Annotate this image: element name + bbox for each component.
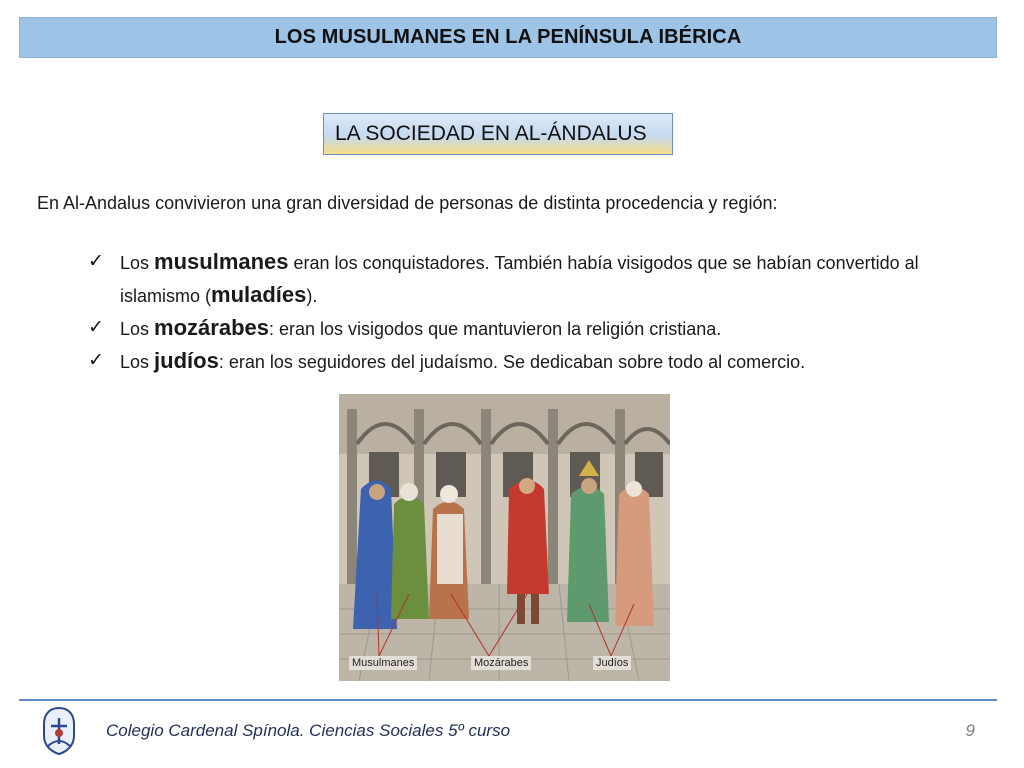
figure-label-musulmanes: Musulmanes [349,656,417,670]
footer-divider [19,699,997,701]
bullet-keyword: mozárabes [154,315,269,340]
bullet-text: : eran los seguidores del judaísmo. Se dedicaban sobre todo al comercio. [218,352,806,372]
bullet-keyword: musulmanes [154,249,289,274]
section-subtitle-box [323,113,673,155]
figure-label-judios: Judíos [593,656,631,670]
bullet-item-mozarabes [88,312,998,345]
school-crest-icon [38,706,80,756]
slide-title-bar [19,17,997,58]
illustration-drawing [339,394,670,681]
checkmark-icon: ✓ [88,317,104,338]
bullet-keyword: muladíes [211,282,307,307]
slide-title: LOS MUSULMANES EN LA PENÍNSULA IBÉRICA [274,26,742,48]
intro-paragraph: En Al-Andalus convivieron una gran diversidad de personas de distinta procedencia y región: [37,193,778,213]
bullet-text: ). [306,286,318,306]
bullet-keyword: judíos [154,348,219,373]
checkmark-icon: ✓ [88,350,104,371]
footer-caption: Colegio Cardenal Spínola. Ciencias Sociales 5º curso [106,721,511,740]
bullet-text: Los [120,352,155,372]
bullet-text: : eran los visigodos que mantuvieron la religión cristiana. [268,319,722,339]
bullet-text: Los [120,253,155,273]
figure-label-mozarabes: Mozárabes [471,656,531,670]
section-subtitle: LA SOCIEDAD EN AL-ÁNDALUS [335,122,647,145]
bullet-text: Los [120,319,155,339]
bullet-item-musulmanes [88,246,998,312]
checkmark-icon: ✓ [88,251,104,272]
bullet-text: eran los conquistadores. También había visigodos que se habían convertido al islamismo ( [120,253,919,306]
bullet-list [88,246,998,378]
illustration-andalusi-society [339,394,670,681]
bullet-item-judios [88,345,998,378]
page-number: 9 [965,721,975,740]
